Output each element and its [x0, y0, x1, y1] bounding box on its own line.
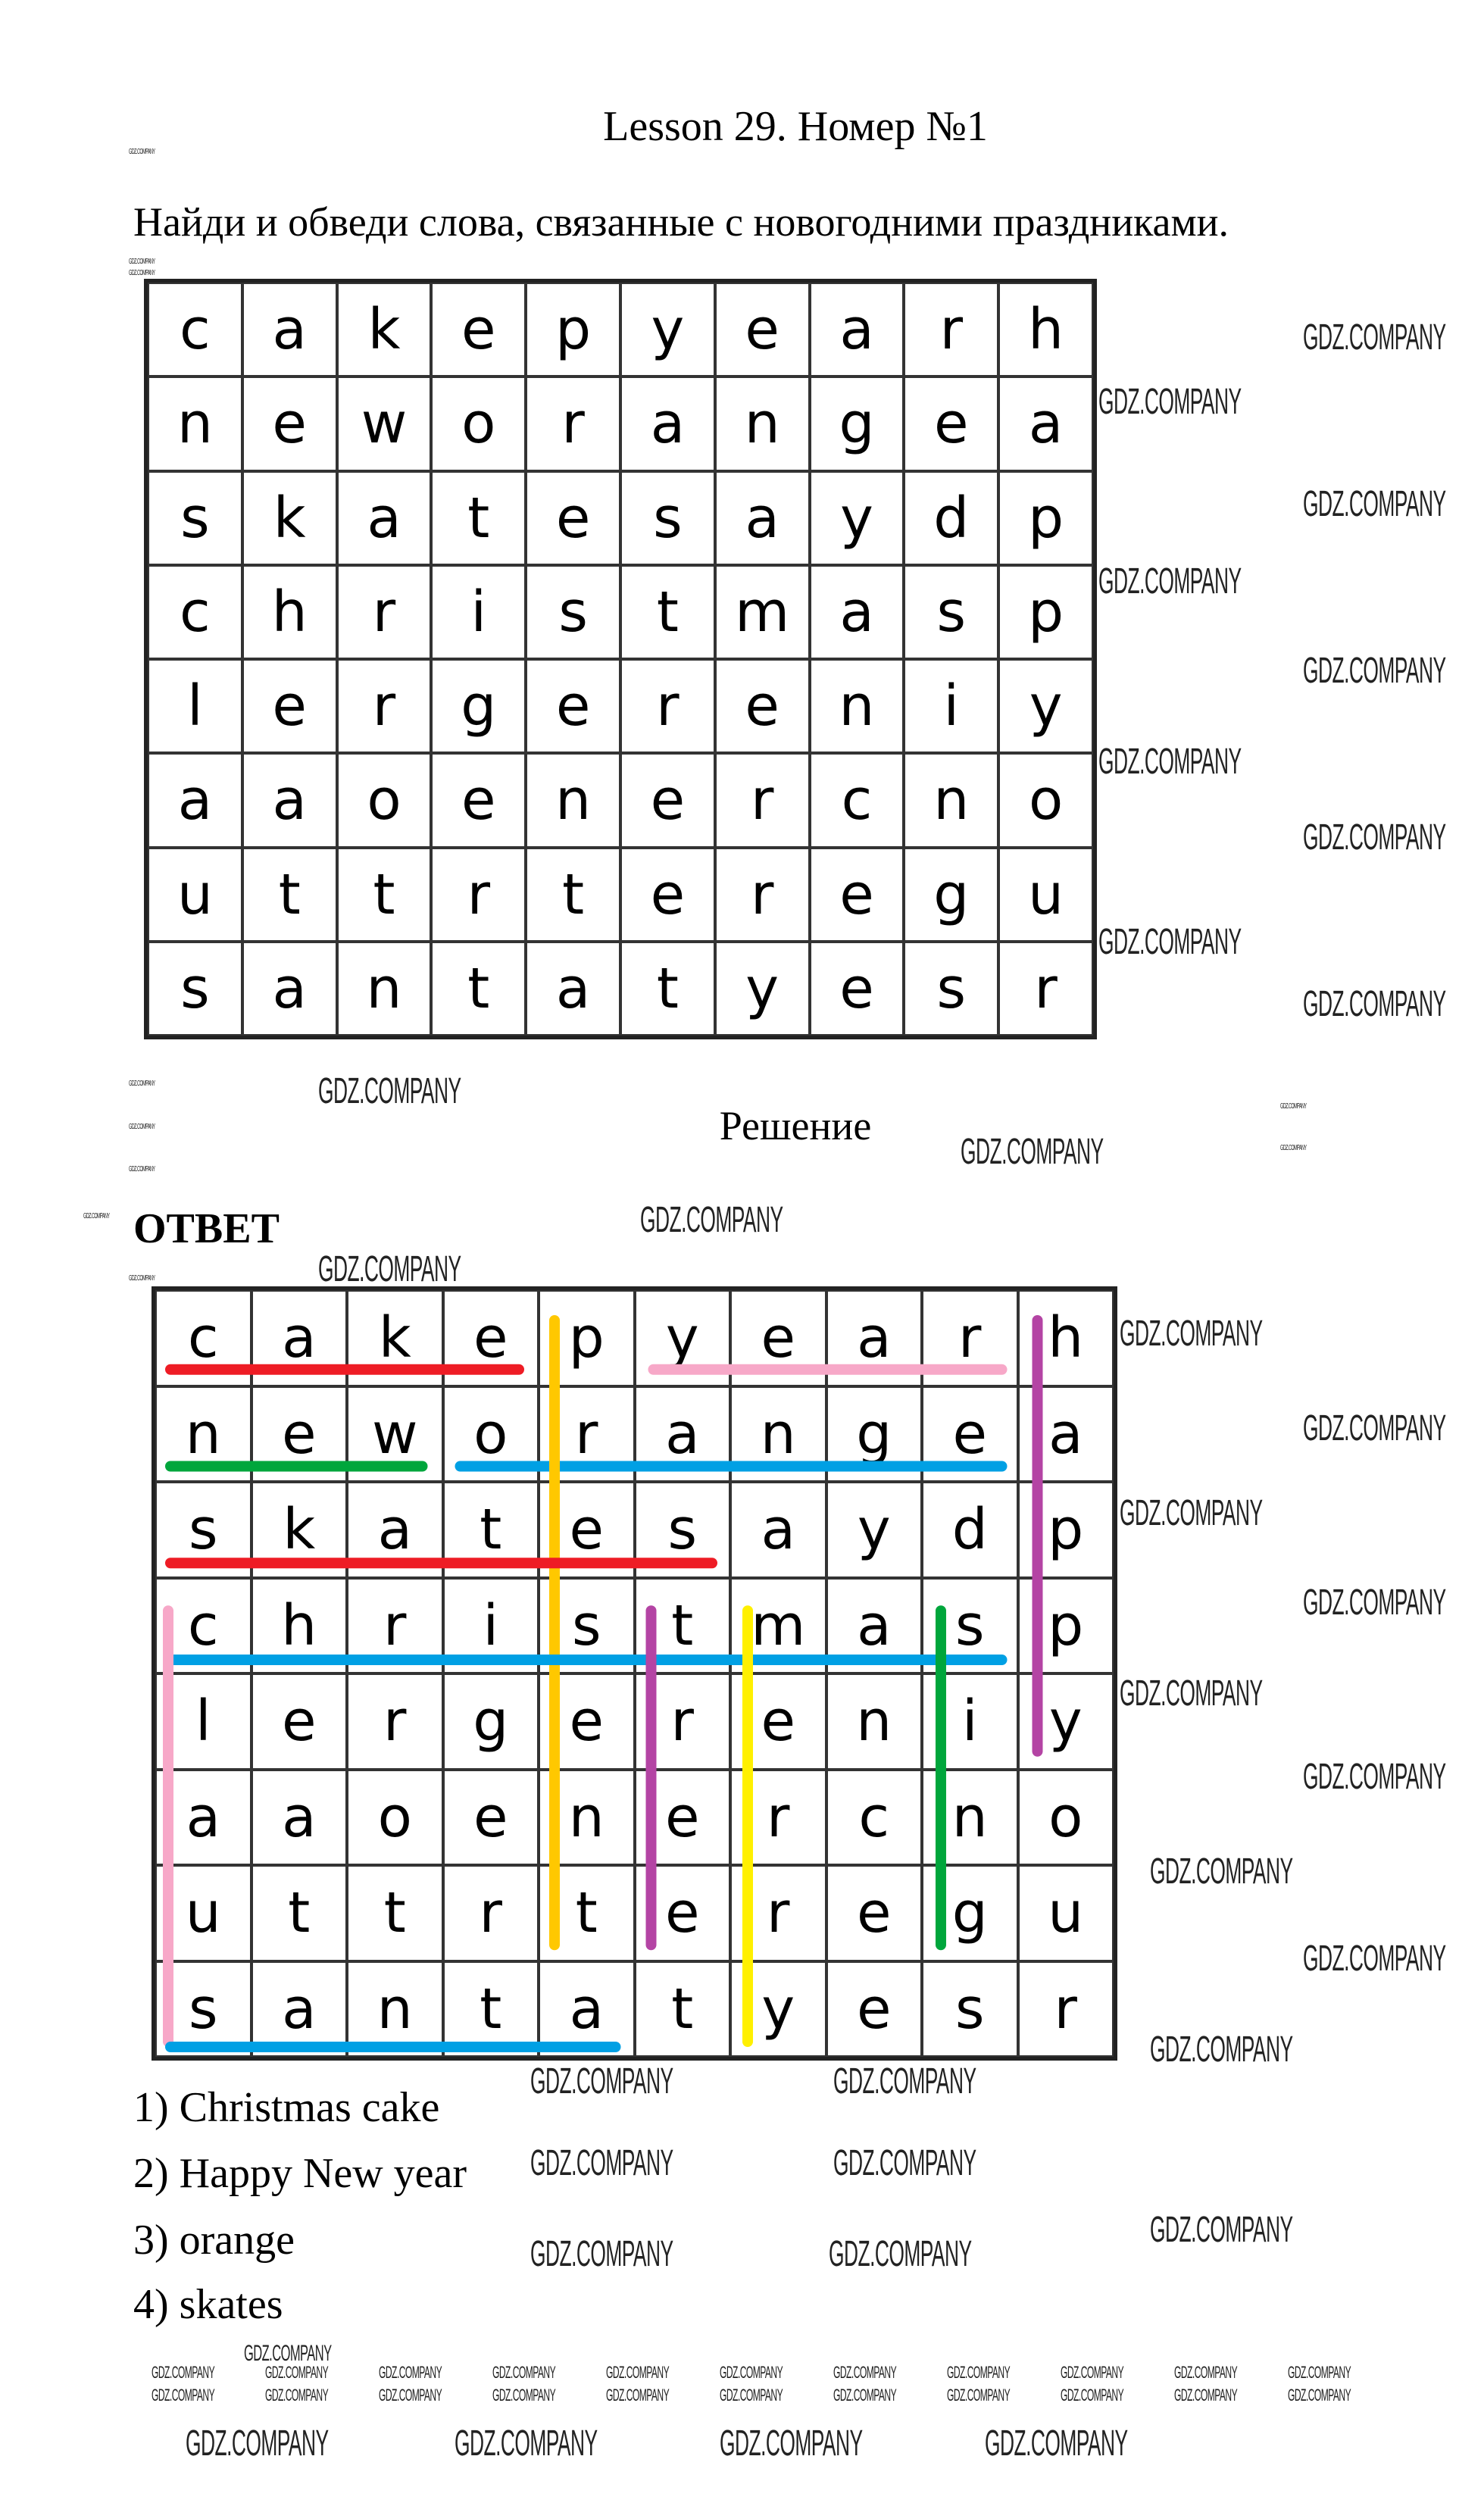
- grid-cell: a: [242, 283, 337, 377]
- grid-cell: a: [148, 753, 242, 847]
- grid-cell: k: [242, 471, 337, 565]
- grid-cell: t: [242, 848, 337, 942]
- grid-cell: e: [904, 377, 998, 470]
- grid-cell: a: [251, 1770, 348, 1866]
- grid-cell: e: [242, 659, 337, 753]
- grid-cell: e: [251, 1673, 348, 1770]
- watermark: GDZ.COMPANY: [833, 2061, 976, 2101]
- grid-cell: s: [922, 1961, 1018, 2058]
- grid-cell: n: [810, 659, 904, 753]
- watermark: GDZ.COMPANY: [492, 2386, 556, 2405]
- grid-cell: a: [242, 753, 337, 847]
- grid-cell: e: [922, 1386, 1018, 1483]
- watermark: GDZ.COMPANY: [492, 2363, 556, 2382]
- watermark: GDZ.COMPANY: [1174, 2363, 1238, 2382]
- grid-cell: e: [539, 1673, 635, 1770]
- watermark: GDZ.COMPANY: [1288, 2363, 1351, 2382]
- answer-grid: [152, 1286, 1117, 2061]
- watermark: GDZ.COMPANY: [1120, 1673, 1263, 1714]
- grid-cell: s: [620, 471, 715, 565]
- watermark: GDZ.COMPANY: [1303, 1408, 1446, 1448]
- grid-cell: e: [242, 377, 337, 470]
- grid-cell: e: [539, 1482, 635, 1578]
- grid-cell: n: [539, 1770, 635, 1866]
- watermark: GDZ.COMPANY: [1098, 561, 1242, 602]
- grid-cell: a: [155, 1770, 251, 1866]
- grid-cell: y: [810, 471, 904, 565]
- grid-cell: t: [635, 1961, 731, 2058]
- grid-cell: l: [155, 1673, 251, 1770]
- answer-item: 4) skates: [133, 2281, 283, 2328]
- watermark: GDZ.COMPANY: [186, 2423, 329, 2464]
- grid-cell: o: [1018, 1770, 1114, 1866]
- grid-cell: n: [904, 753, 998, 847]
- grid-cell: p: [526, 283, 620, 377]
- grid-cell: c: [155, 1578, 251, 1674]
- grid-cell: g: [443, 1673, 539, 1770]
- watermark: GDZ.COMPANY: [129, 1123, 155, 1131]
- watermark: GDZ.COMPANY: [1150, 2210, 1293, 2250]
- grid-cell: a: [730, 1482, 826, 1578]
- grid-cell: d: [922, 1482, 1018, 1578]
- watermark: GDZ.COMPANY: [985, 2423, 1128, 2464]
- watermark: GDZ.COMPANY: [1303, 817, 1446, 858]
- grid-cell: a: [620, 377, 715, 470]
- grid-cell: h: [251, 1578, 348, 1674]
- grid-cell: o: [998, 753, 1093, 847]
- watermark: GDZ.COMPANY: [1303, 484, 1446, 524]
- watermark: GDZ.COMPANY: [1098, 922, 1242, 962]
- grid-cell: r: [904, 283, 998, 377]
- watermark: GDZ.COMPANY: [129, 1080, 155, 1088]
- grid-cell: e: [431, 753, 526, 847]
- grid-cell: w: [337, 377, 432, 470]
- grid-cell: e: [730, 1290, 826, 1386]
- grid-cell: o: [337, 753, 432, 847]
- grid-cell: p: [1018, 1482, 1114, 1578]
- grid-cell: a: [826, 1290, 923, 1386]
- grid-cell: a: [539, 1961, 635, 2058]
- grid-cell: y: [635, 1290, 731, 1386]
- grid-cell: y: [620, 283, 715, 377]
- watermark: GDZ.COMPANY: [530, 2234, 673, 2274]
- grid-cell: a: [810, 565, 904, 659]
- grid-cell: r: [337, 659, 432, 753]
- grid-cell: r: [715, 753, 810, 847]
- grid-cell: c: [148, 565, 242, 659]
- grid-cell: e: [620, 753, 715, 847]
- grid-cell: a: [826, 1578, 923, 1674]
- watermark: GDZ.COMPANY: [1303, 1757, 1446, 1797]
- grid-cell: e: [635, 1865, 731, 1961]
- answer-heading: ОТВЕТ: [133, 1205, 280, 1252]
- grid-cell: r: [1018, 1961, 1114, 2058]
- grid-cell: c: [810, 753, 904, 847]
- grid-cell: h: [998, 283, 1093, 377]
- grid-cell: r: [431, 848, 526, 942]
- grid-cell: t: [539, 1865, 635, 1961]
- grid-cell: r: [347, 1673, 443, 1770]
- answer-item: 1) Christmas cake: [133, 2084, 440, 2131]
- grid-cell: r: [337, 565, 432, 659]
- grid-cell: s: [635, 1482, 731, 1578]
- grid-cell: n: [148, 377, 242, 470]
- watermark: GDZ.COMPANY: [947, 2363, 1011, 2382]
- grid-cell: a: [347, 1482, 443, 1578]
- watermark: GDZ.COMPANY: [1303, 317, 1446, 358]
- watermark: GDZ.COMPANY: [1061, 2386, 1124, 2405]
- grid-cell: s: [904, 942, 998, 1036]
- grid-cell: n: [922, 1770, 1018, 1866]
- grid-cell: r: [922, 1290, 1018, 1386]
- watermark: GDZ.COMPANY: [947, 2386, 1011, 2405]
- grid-cell: t: [443, 1482, 539, 1578]
- grid-cell: k: [347, 1290, 443, 1386]
- watermark: GDZ.COMPANY: [318, 1249, 461, 1289]
- answer-item: 2) Happy New year: [133, 2150, 467, 2197]
- watermark: GDZ.COMPANY: [1303, 1939, 1446, 1979]
- grid-cell: s: [148, 471, 242, 565]
- grid-cell: m: [730, 1578, 826, 1674]
- watermark: GDZ.COMPANY: [152, 2386, 215, 2405]
- grid-cell: p: [1018, 1578, 1114, 1674]
- grid-cell: s: [155, 1482, 251, 1578]
- watermark: GDZ.COMPANY: [1098, 382, 1242, 422]
- grid-cell: r: [347, 1578, 443, 1674]
- grid-cell: y: [730, 1961, 826, 2058]
- watermark: GDZ.COMPANY: [1120, 1314, 1263, 1354]
- grid-cell: o: [443, 1386, 539, 1483]
- watermark: GDZ.COMPANY: [129, 1274, 155, 1283]
- grid-cell: i: [922, 1673, 1018, 1770]
- watermark: GDZ.COMPANY: [606, 2386, 670, 2405]
- watermark: GDZ.COMPANY: [1303, 1583, 1446, 1623]
- watermark: GDZ.COMPANY: [129, 148, 155, 156]
- grid-cell: w: [347, 1386, 443, 1483]
- grid-cell: h: [242, 565, 337, 659]
- watermark: GDZ.COMPANY: [244, 2341, 332, 2366]
- watermark: GDZ.COMPANY: [1061, 2363, 1124, 2382]
- grid-cell: n: [730, 1386, 826, 1483]
- grid-cell: s: [148, 942, 242, 1036]
- watermark: GDZ.COMPANY: [318, 1071, 461, 1111]
- grid-cell: p: [539, 1290, 635, 1386]
- grid-cell: a: [810, 283, 904, 377]
- watermark: GDZ.COMPANY: [720, 2423, 863, 2464]
- grid-cell: e: [620, 848, 715, 942]
- grid-cell: e: [443, 1290, 539, 1386]
- watermark: GDZ.COMPANY: [83, 1212, 110, 1220]
- grid-cell: a: [251, 1290, 348, 1386]
- grid-cell: g: [904, 848, 998, 942]
- watermark: GDZ.COMPANY: [1120, 1493, 1263, 1533]
- grid-cell: a: [337, 471, 432, 565]
- grid-cell: e: [826, 1961, 923, 2058]
- grid-cell: o: [431, 377, 526, 470]
- watermark: GDZ.COMPANY: [129, 258, 155, 266]
- grid-cell: n: [337, 942, 432, 1036]
- grid-cell: r: [443, 1865, 539, 1961]
- grid-cell: i: [904, 659, 998, 753]
- grid-cell: s: [539, 1578, 635, 1674]
- grid-cell: r: [620, 659, 715, 753]
- watermark: GDZ.COMPANY: [833, 2386, 897, 2405]
- grid-cell: a: [242, 942, 337, 1036]
- grid-cell: r: [539, 1386, 635, 1483]
- grid-cell: a: [526, 942, 620, 1036]
- grid-cell: u: [998, 848, 1093, 942]
- grid-cell: c: [155, 1290, 251, 1386]
- grid-cell: u: [155, 1865, 251, 1961]
- grid-cell: r: [715, 848, 810, 942]
- grid-cell: a: [635, 1386, 731, 1483]
- watermark: GDZ.COMPANY: [530, 2061, 673, 2101]
- grid-cell: n: [155, 1386, 251, 1483]
- grid-cell: n: [526, 753, 620, 847]
- grid-cell: i: [431, 565, 526, 659]
- grid-cell: c: [826, 1770, 923, 1866]
- grid-cell: p: [998, 471, 1093, 565]
- grid-cell: k: [251, 1482, 348, 1578]
- grid-cell: e: [526, 471, 620, 565]
- grid-cell: n: [715, 377, 810, 470]
- grid-cell: t: [347, 1865, 443, 1961]
- grid-cell: a: [998, 377, 1093, 470]
- watermark: GDZ.COMPANY: [1174, 2386, 1238, 2405]
- watermark: GDZ.COMPANY: [265, 2386, 329, 2405]
- watermark: GDZ.COMPANY: [961, 1132, 1104, 1172]
- watermark: GDZ.COMPANY: [1280, 1102, 1307, 1111]
- grid-cell: y: [826, 1482, 923, 1578]
- watermark: GDZ.COMPANY: [129, 1165, 155, 1173]
- grid-cell: s: [526, 565, 620, 659]
- grid-cell: e: [431, 283, 526, 377]
- grid-cell: u: [1018, 1865, 1114, 1961]
- grid-cell: h: [1018, 1290, 1114, 1386]
- grid-cell: t: [635, 1578, 731, 1674]
- watermark: GDZ.COMPANY: [1303, 651, 1446, 691]
- grid-cell: t: [337, 848, 432, 942]
- watermark: GDZ.COMPANY: [129, 269, 155, 277]
- grid-cell: t: [620, 565, 715, 659]
- watermark: GDZ.COMPANY: [1288, 2386, 1351, 2405]
- grid-cell: e: [715, 659, 810, 753]
- grid-cell: t: [251, 1865, 348, 1961]
- grid-cell: e: [826, 1865, 923, 1961]
- grid-cell: c: [148, 283, 242, 377]
- grid-cell: k: [337, 283, 432, 377]
- watermark: GDZ.COMPANY: [720, 2363, 783, 2382]
- answer-item: 3) orange: [133, 2217, 295, 2264]
- grid-cell: e: [715, 283, 810, 377]
- grid-cell: r: [526, 377, 620, 470]
- grid-cell: l: [148, 659, 242, 753]
- word-search-grid: [144, 279, 1097, 1039]
- grid-cell: r: [730, 1770, 826, 1866]
- task-instruction: Найди и обведи слова, связанные с новогодними праздниками.: [133, 199, 1229, 245]
- grid-cell: i: [443, 1578, 539, 1674]
- grid-cell: u: [148, 848, 242, 942]
- watermark: GDZ.COMPANY: [455, 2423, 598, 2464]
- watermark: GDZ.COMPANY: [720, 2386, 783, 2405]
- grid-cell: a: [1018, 1386, 1114, 1483]
- grid-cell: g: [810, 377, 904, 470]
- watermark: GDZ.COMPANY: [829, 2234, 972, 2274]
- grid-cell: o: [347, 1770, 443, 1866]
- grid-cell: s: [155, 1961, 251, 2058]
- watermark: GDZ.COMPANY: [379, 2363, 442, 2382]
- watermark: GDZ.COMPANY: [530, 2143, 673, 2183]
- grid-cell: e: [443, 1770, 539, 1866]
- grid-cell: g: [826, 1386, 923, 1483]
- grid-cell: y: [715, 942, 810, 1036]
- grid-cell: r: [635, 1673, 731, 1770]
- grid-cell: y: [1018, 1673, 1114, 1770]
- grid-cell: d: [904, 471, 998, 565]
- grid-cell: t: [431, 471, 526, 565]
- grid-cell: g: [922, 1865, 1018, 1961]
- grid-cell: m: [715, 565, 810, 659]
- grid-cell: s: [922, 1578, 1018, 1674]
- grid-cell: e: [635, 1770, 731, 1866]
- grid-cell: p: [998, 565, 1093, 659]
- solution-label: Решение: [719, 1103, 872, 1148]
- watermark: GDZ.COMPANY: [379, 2386, 442, 2405]
- grid-cell: s: [904, 565, 998, 659]
- grid-cell: t: [443, 1961, 539, 2058]
- watermark: GDZ.COMPANY: [833, 2363, 897, 2382]
- page-title: Lesson 29. Номер №1: [603, 103, 988, 150]
- grid-cell: a: [251, 1961, 348, 2058]
- watermark: GDZ.COMPANY: [1303, 984, 1446, 1024]
- grid-cell: n: [826, 1673, 923, 1770]
- grid-cell: a: [715, 471, 810, 565]
- watermark: GDZ.COMPANY: [152, 2363, 215, 2382]
- grid-cell: r: [730, 1865, 826, 1961]
- watermark: GDZ.COMPANY: [265, 2363, 329, 2382]
- grid-cell: e: [730, 1673, 826, 1770]
- grid-cell: g: [431, 659, 526, 753]
- grid-cell: r: [998, 942, 1093, 1036]
- grid-cell: t: [620, 942, 715, 1036]
- grid-cell: n: [347, 1961, 443, 2058]
- watermark: GDZ.COMPANY: [606, 2363, 670, 2382]
- grid-cell: y: [998, 659, 1093, 753]
- watermark: GDZ.COMPANY: [1280, 1144, 1307, 1152]
- grid-cell: t: [431, 942, 526, 1036]
- watermark: GDZ.COMPANY: [1098, 742, 1242, 782]
- grid-cell: e: [810, 848, 904, 942]
- watermark: GDZ.COMPANY: [1150, 1851, 1293, 1892]
- watermark: GDZ.COMPANY: [1150, 2030, 1293, 2070]
- grid-cell: e: [810, 942, 904, 1036]
- grid-cell: e: [526, 659, 620, 753]
- grid-cell: t: [526, 848, 620, 942]
- watermark: GDZ.COMPANY: [640, 1200, 783, 1240]
- grid-cell: e: [251, 1386, 348, 1483]
- watermark: GDZ.COMPANY: [833, 2143, 976, 2183]
